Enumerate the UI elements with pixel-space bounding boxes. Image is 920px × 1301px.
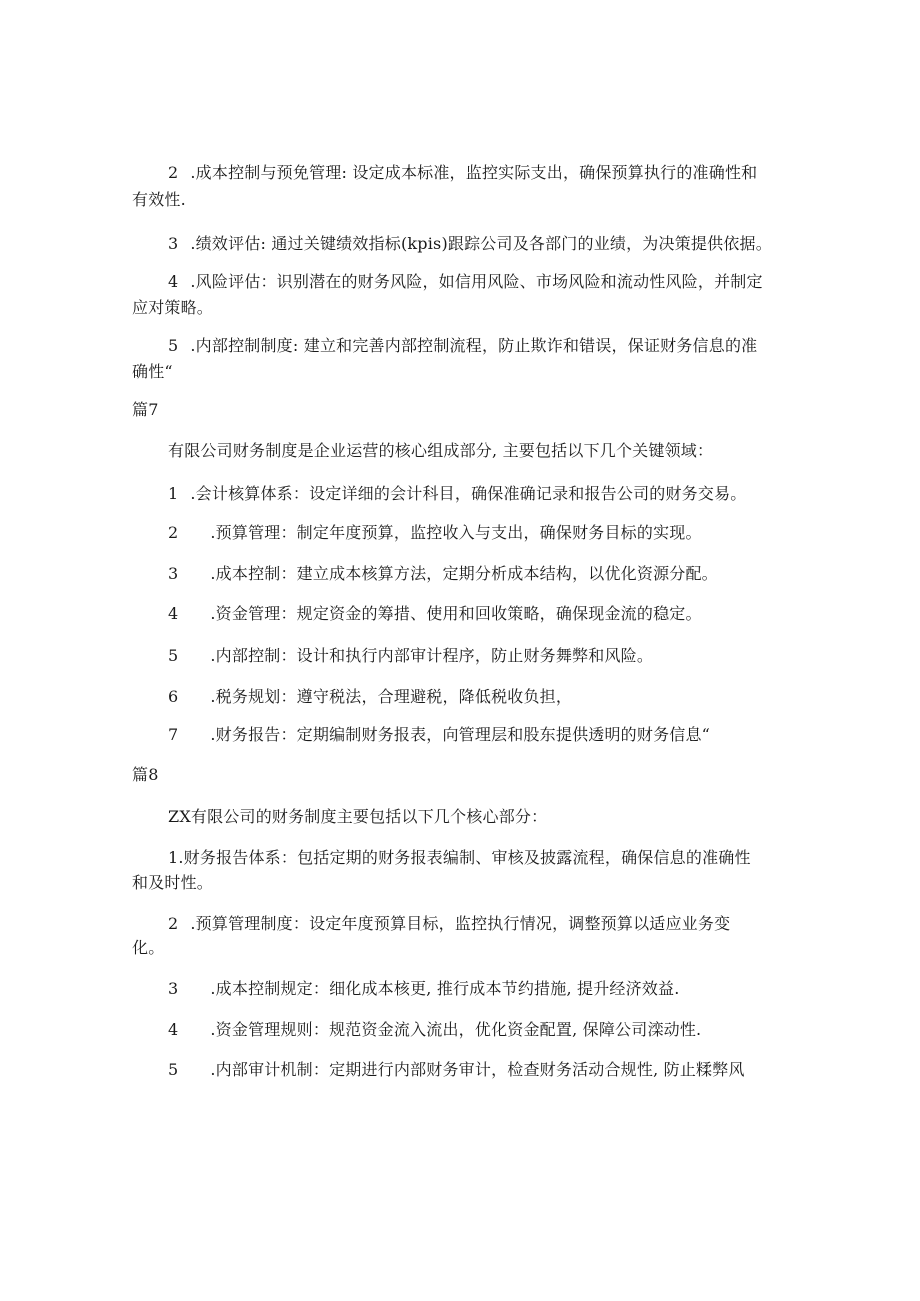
item-text: .内部控制：设计和执行内部审计程序，防止财务舞弊和风险。 [210,646,654,665]
item-number: 1. [168,848,184,867]
list-item [168,846,751,870]
list-item [168,602,702,626]
section-intro: ZX有限公司的财务制度主要包括以下几个核心部分： [168,807,548,826]
item-number: 5 [168,646,179,665]
list-item-continuation: 和及时性。 [132,873,214,892]
list-item [168,270,763,294]
item-text: .预算管理：制定年度预算，监控收入与支出，确保财务目标的实现。 [210,523,702,542]
list-item [168,723,710,747]
list-item [168,1058,745,1082]
list-item [168,562,718,586]
item-number: 4 [168,272,179,291]
item-number: 2 [168,163,179,182]
list-item [168,685,572,709]
item-text: .税务规划：遵守税法，合理避税，降低税收负担， [210,687,573,706]
item-number: 1 [168,484,179,503]
list-item [168,521,702,545]
list-item [168,977,680,1001]
list-item-continuation: 确性“ [132,362,173,381]
item-text: 财务报告体系：包括定期的财务报表编制、审核及披露流程，确保信息的准确性 [183,848,751,867]
item-text: .会计核算体系：设定详细的会计科目，确保准确记录和报告公司的财务交易。 [190,484,747,503]
list-item [168,161,757,185]
item-number: 3 [168,234,179,253]
item-text: .内部审计机制：定期进行内部财务审计，检查财务活动合规性, 防止糅弊风 [210,1060,745,1079]
list-item [168,912,730,936]
section-intro: 有限公司财务制度是企业运营的核心组成部分, 主要包括以下几个关键领域： [168,441,714,460]
item-text: .财务报告：定期编制财务报表，向管理层和股东提供透明的财务信息“ [210,725,711,744]
item-number: 3 [168,979,179,998]
item-text: .绩效评估: 通过关键绩效指标(kpis)跟踪公司及各部门的业绩，为决策提供依据。 [190,234,772,253]
item-text: .成本控制与预免管理: 设定成本标准，监控实际支出，确保预算执行的准确性和 [190,163,758,182]
list-item [168,482,746,506]
item-text: .成本控制规定：细化成本核更, 推行成本节约措施, 提升经济效益. [210,979,680,998]
list-item [168,232,772,256]
list-item [168,1018,701,1042]
item-number: 3 [168,564,179,583]
item-number: 2 [168,523,179,542]
item-number: 5 [168,336,179,355]
item-number: 4 [168,1020,179,1039]
item-text: .成本控制：建立成本核算方法，定期分析成本结构，以优化资源分配。 [210,564,718,583]
list-item-continuation: 有效性. [132,190,186,209]
item-number: 4 [168,604,179,623]
item-text: .内部控制制度: 建立和完善内部控制流程，防止欺诈和错误，保证财务信息的准 [190,336,758,355]
item-text: .风险评估：识别潜在的财务风险，如信用风险、市场风险和流动性风险，并制定 [190,272,763,291]
list-item [168,334,757,358]
item-text: .资金管理：规定资金的筹措、使用和回收策略，确保现金流的稳定。 [210,604,702,623]
item-number: 7 [168,725,179,744]
list-item-continuation: 化。 [132,938,165,957]
item-number: 2 [168,914,179,933]
item-number: 6 [168,687,179,706]
section-heading-8: 篇8 [132,765,159,784]
item-text: .资金管理规则：规范资金流入流出，优化资金配置, 保障公司滦动性. [210,1020,702,1039]
item-number: 5 [168,1060,179,1079]
list-item [168,644,653,668]
section-heading-7: 篇7 [132,400,159,419]
list-item-continuation: 应对策略。 [132,298,214,317]
item-text: .预算管理制度：设定年度预算目标，监控执行情况，调整预算以适应业务变 [190,914,731,933]
